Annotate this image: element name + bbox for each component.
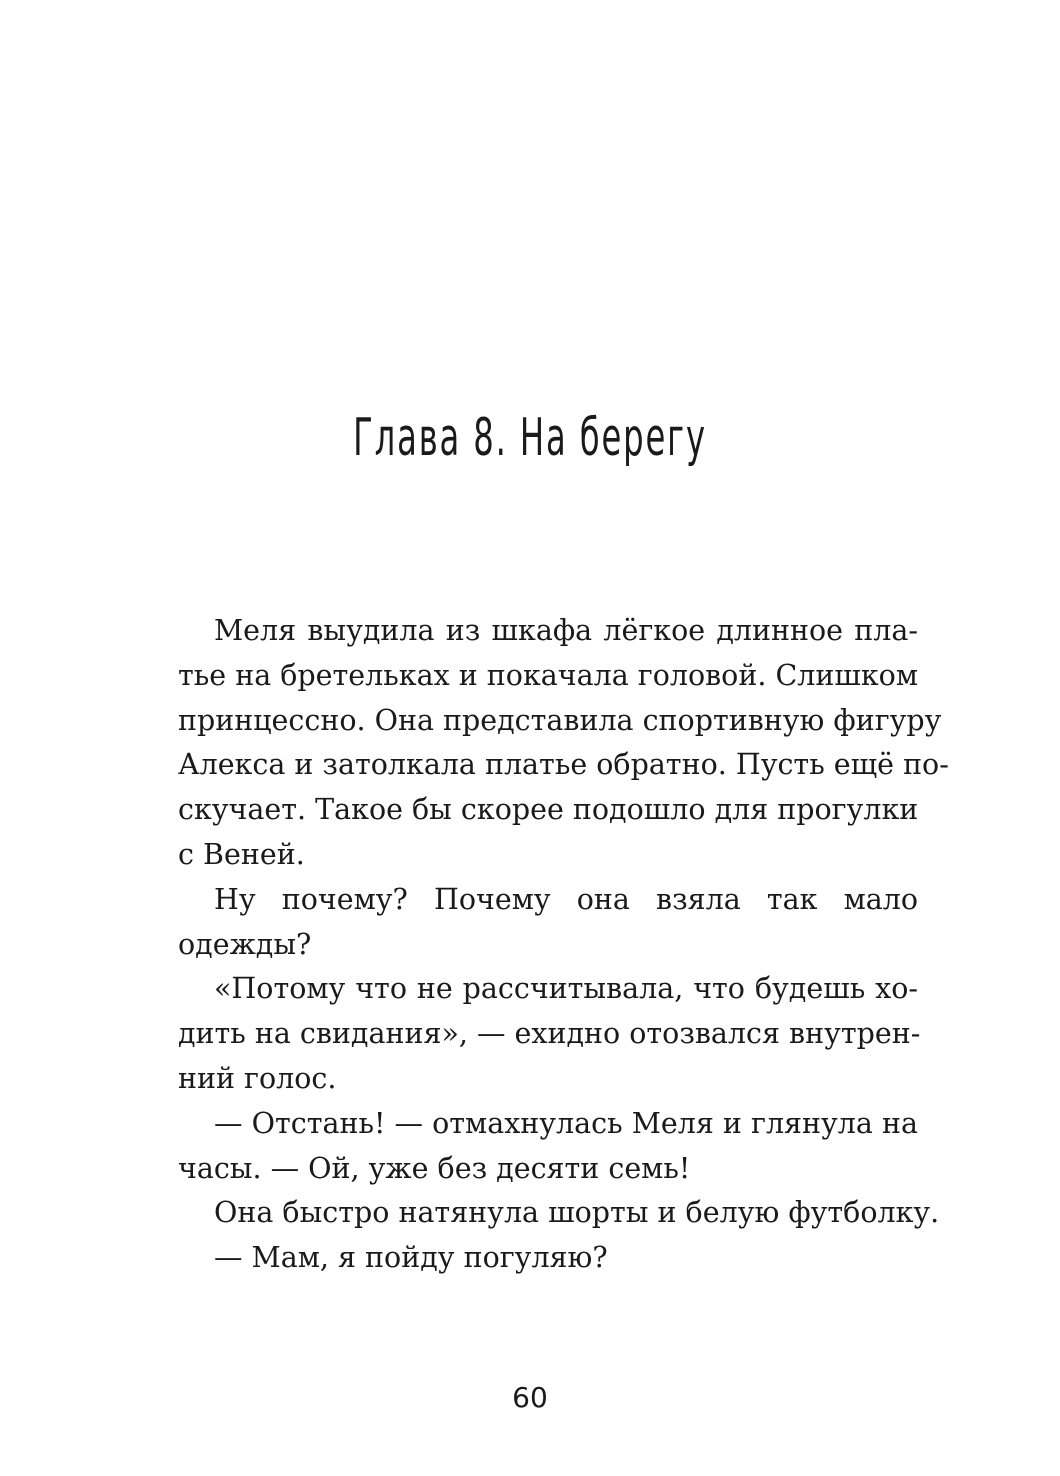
paragraph xyxy=(142,1191,940,1236)
paragraph xyxy=(142,609,949,878)
text-line: с Веней. xyxy=(178,837,305,871)
text-line: часы. — Ой, уже без десяти семь! xyxy=(178,1151,691,1185)
chapter-title: Глава 8. На берегу xyxy=(353,408,707,468)
paragraph xyxy=(142,967,921,1101)
text-line: Меля выудила из шкафа лёгкое длинное пла- xyxy=(214,614,918,647)
paragraph xyxy=(142,1102,918,1192)
paragraph xyxy=(142,1236,918,1281)
text-line: ний голос. xyxy=(178,1061,337,1095)
text-line: Ну почему? Почему она взяла так мало xyxy=(214,882,918,916)
body-text xyxy=(142,609,949,1281)
text-line: Она быстро натянула шорты и белую футболку. xyxy=(214,1196,940,1230)
text-line: одежды? xyxy=(178,927,312,961)
text-line: тье на бретельках и покачала головой. Слишком xyxy=(178,658,918,692)
text-line: — Отстань! — отмахнулась Меля и глянула на xyxy=(214,1106,918,1140)
text-line: дить на свидания», — ехидно отозвался внутрен- xyxy=(178,1017,921,1051)
text-line: «Потому что не рассчитывала, что будешь хо- xyxy=(214,972,918,1006)
page-number: 60 xyxy=(512,1381,548,1414)
text-line: скучает. Такое бы скорее подошло для прогулки xyxy=(178,793,919,827)
text-line: принцессно. Она представила спортивную фигуру xyxy=(178,703,942,737)
paragraph xyxy=(142,878,918,968)
text-line: — Мам, я пойду погуляю? xyxy=(214,1241,608,1275)
text-line: Алекса и затолкала платье обратно. Пусть ещё по- xyxy=(178,748,949,782)
